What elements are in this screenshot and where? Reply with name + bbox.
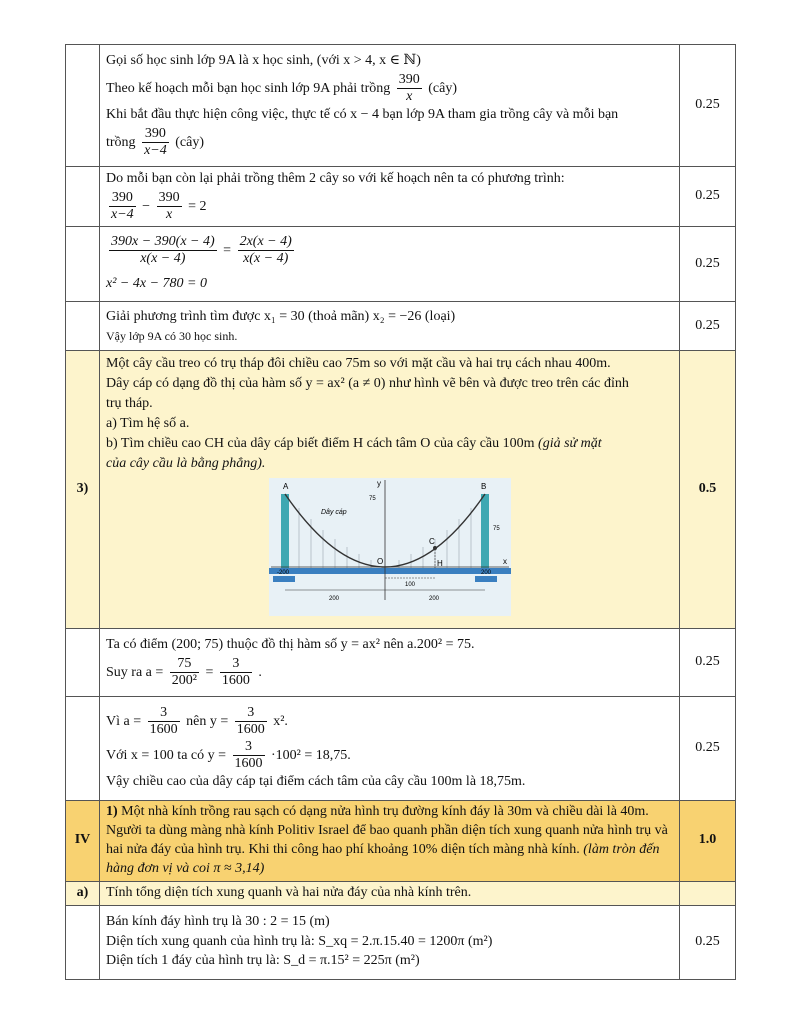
problem-note: (làm tròn đến hàng đơn vị và coi π ≈ 3,14)	[106, 841, 660, 876]
dim-200-left: 200	[328, 595, 339, 602]
height-left: 75	[368, 495, 376, 502]
text-line: Dây cáp có dạng đồ thị của hàm số y = ax² (a ≠ 0) như hình vẽ bên và được treo trên các đỉnh	[106, 376, 629, 392]
equation: $\frac{390}{x-4}$ − $\frac{390}{x}$ = 2	[111, 189, 207, 222]
content-cell	[100, 227, 680, 302]
label-a: A	[282, 481, 288, 491]
content-cell	[100, 167, 680, 227]
content-cell: Tính tổng diện tích xung quanh và hai nửa đáy của nhà kính trên.	[100, 881, 680, 905]
height-right: 75	[492, 525, 500, 532]
tower-right	[481, 494, 489, 568]
content-cell: 1) Một nhà kính trồng rau sạch có dạng nửa hình trụ đường kính đáy là 30m và chiều dài là 40m. Người ta dùng màng nhà kính Politiv Israel để bao quanh phần diện tích xung quanh nửa hình trụ và hai nửa đáy của hình trụ. Khi thi công hao phí khoảng 10% diện tích màng nhà kính. (làm tròn đến hàng đơn vị và coi π ≈ 3,14)	[100, 801, 680, 882]
content-cell	[100, 905, 680, 979]
score-cell: 0.25	[680, 302, 736, 351]
cable-label: Dây cáp	[320, 508, 347, 516]
label-b: B	[480, 481, 486, 491]
text-line: x² − 4x − 780 = 0	[106, 276, 207, 292]
content-cell	[100, 45, 680, 167]
text-line: Vậy lớp 9A có 30 học sinh.	[106, 328, 238, 343]
content-cell	[100, 351, 680, 629]
label-cell	[66, 167, 100, 227]
score-cell: 0.25	[680, 45, 736, 167]
label-x: x	[502, 556, 507, 566]
bridge-figure	[269, 478, 511, 616]
text-line: (cây)	[175, 134, 204, 150]
text-line: b) Tìm chiều cao CH của dây cáp biết điểm H cách tâm O của cây cầu 100m	[106, 436, 535, 452]
score-cell: 0.25	[680, 227, 736, 302]
text-line: Theo kế hoạch mỗi bạn học sinh lớp 9A phải trồng	[106, 80, 391, 96]
text-line: Diện tích xung quanh của hình trụ là: S_xq = 2.π.15.40 = 1200π (m²)	[106, 933, 493, 949]
table-row	[66, 227, 736, 302]
table-row	[66, 905, 736, 979]
label-h: H	[436, 558, 443, 568]
dim-100: 100	[404, 581, 415, 588]
table-row	[66, 697, 736, 801]
tick-200: 200	[480, 569, 491, 576]
support-pad	[273, 576, 295, 582]
label-cell	[66, 227, 100, 302]
text-line: Do mỗi bạn còn lại phải trồng thêm 2 cây so với kế hoạch nên ta có phương trình:	[106, 171, 565, 186]
table-row	[66, 801, 736, 882]
content-cell	[100, 629, 680, 697]
point-c	[433, 546, 437, 550]
tower-left	[281, 494, 289, 568]
label-o: O	[376, 556, 383, 566]
table-row	[66, 629, 736, 697]
table-row	[66, 881, 736, 905]
content-cell	[100, 302, 680, 351]
label-c: C	[428, 536, 435, 546]
score-cell	[680, 881, 736, 905]
bridge-deck	[269, 568, 511, 574]
text-line: Khi bắt đầu thực hiện công việc, thực tế có x − 4 bạn lớp 9A tham gia trồng cây và mỗi bạn	[106, 107, 619, 122]
dim-200-right: 200	[428, 595, 439, 602]
content-cell	[100, 697, 680, 801]
score-cell: 0.25	[680, 905, 736, 979]
label-y: y	[376, 478, 381, 488]
text-line: của cây cầu là bằng phẳng).	[106, 455, 266, 471]
score-cell: 1.0	[680, 801, 736, 882]
solution-table	[65, 44, 736, 980]
text-line: trồng	[106, 134, 136, 150]
fraction: $\frac{390}{x-4}$	[144, 125, 167, 158]
score-cell: 0.25	[680, 697, 736, 801]
text-line: Bán kính đáy hình trụ là 30 : 2 = 15 (m)	[106, 913, 330, 929]
tick-neg200: -200	[276, 569, 289, 576]
score-cell: 0.5	[680, 351, 736, 629]
label-cell	[66, 302, 100, 351]
label-cell: a)	[66, 881, 100, 905]
table-row	[66, 45, 736, 167]
text-line: Giải phương trình tìm được x₁ = 30 (thoả mãn) x₂ = −26 (loại)	[106, 309, 456, 325]
table-row	[66, 167, 736, 227]
score-cell: 0.25	[680, 167, 736, 227]
text-line: (cây)	[428, 80, 458, 96]
text-line: (giả sử mặt	[538, 436, 602, 452]
support-pad	[475, 576, 497, 582]
text-line: Một cây cầu treo có trụ tháp đôi chiều cao 75m so với mặt cầu và hai trụ cách nhau 400m.	[106, 356, 611, 372]
table-row	[66, 351, 736, 629]
equation: Với x = 100 ta có y = $\frac{3}{1600}$ ·100² = 18,75.	[106, 739, 351, 772]
problem-text: Một nhà kính trồng rau sạch có dạng nửa hình trụ đường kính đáy là 30m và chiều dài là 40m. Người ta dùng màng nhà kính Politiv Israel để bao quanh phần diện tích xung quanh nửa hình trụ và hai nửa đáy của hình trụ. Khi thi công hao phí khoảng 10% diện tích màng nhà kính.	[106, 804, 668, 857]
text-line: trụ tháp.	[106, 396, 153, 412]
text-line: Diện tích 1 đáy của hình trụ là: S_d = π.15² = 225π (m²)	[106, 953, 420, 969]
label-cell	[66, 629, 100, 697]
label-cell	[66, 905, 100, 979]
text-line: Vậy chiều cao của dây cáp tại điểm cách tâm của cây cầu 100m là 18,75m.	[106, 774, 526, 790]
text-line: Ta có điểm (200; 75) thuộc đồ thị hàm số y = ax² nên a.200² = 75.	[106, 637, 475, 653]
equation: $\frac{390x - 390(x - 4)}{x(x - 4)}$ = $\frac{2x(x - 4)}{x(x - 4)}$	[111, 234, 292, 267]
equation: Suy ra a = $\frac{75}{\text{200²}}$ = $\frac{3}{1600}$ .	[106, 655, 262, 689]
table-row	[66, 302, 736, 351]
equation: Vì a = $\frac{3}{1600}$ nên y = $\frac{3}{1600}$ x².	[106, 704, 288, 738]
text-line: a) Tìm hệ số a.	[106, 416, 190, 432]
text-line: Gọi số học sinh lớp 9A là x học sinh, (với x > 4, x ∈ ℕ)	[106, 52, 421, 68]
label-cell	[66, 45, 100, 167]
fraction: $\frac{390}{x}$	[398, 71, 420, 104]
label-cell	[66, 697, 100, 801]
label-cell: IV	[66, 801, 100, 882]
score-cell: 0.25	[680, 629, 736, 697]
label-cell: 3)	[66, 351, 100, 629]
